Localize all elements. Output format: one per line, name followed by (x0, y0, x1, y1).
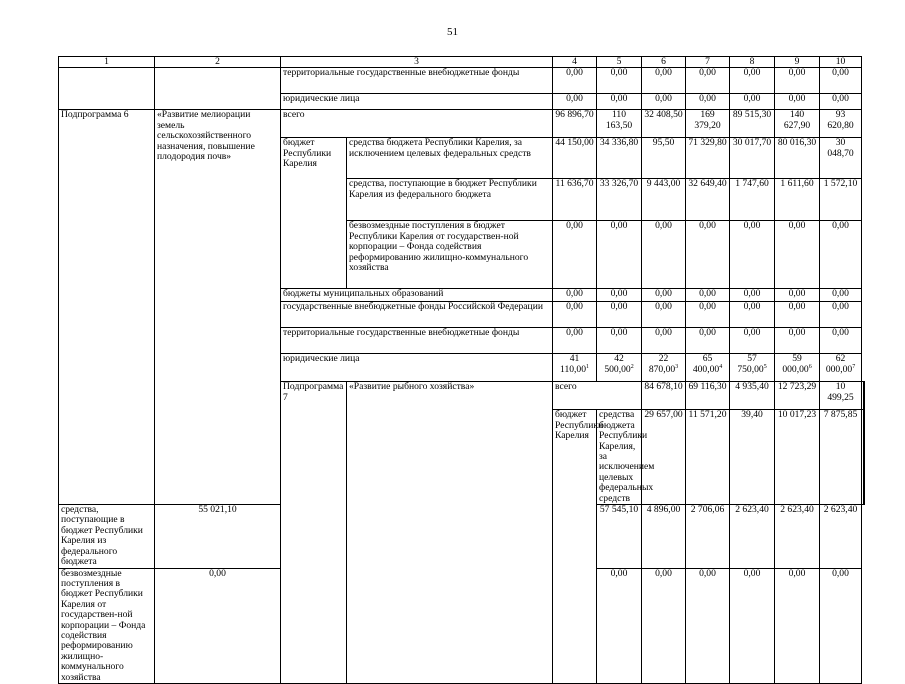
value-cell: 0,00 (686, 328, 730, 354)
value-cell: 0,00 (686, 289, 730, 302)
value-cell: 0,00 (155, 568, 281, 683)
value-cell: 0,00 (820, 289, 862, 302)
value-cell: 2 623,40 (730, 505, 775, 568)
value-cell: 2 623,40 (820, 505, 862, 568)
value-cell: 0,00 (775, 302, 820, 328)
value-cell: 0,00 (597, 302, 642, 328)
value-cell: 11 636,70 (553, 179, 597, 221)
value-cell: 34 336,80 (597, 138, 642, 179)
value-cell: 32 649,40 (686, 179, 730, 221)
column-number: 4 (553, 57, 597, 68)
value-cell: 0,00 (775, 289, 820, 302)
funding-source: юридические лица (281, 354, 553, 382)
funding-source: всего (553, 382, 642, 410)
budget-table (58, 56, 865, 684)
value-cell: 0,00 (597, 289, 642, 302)
program-cell: Подпрограмма 6 (59, 110, 155, 505)
value-text: 62 000,00 (825, 353, 853, 375)
value-cell: 69 116,30 (686, 382, 730, 410)
program-cell (59, 68, 155, 110)
value-cell: 4 935,40 (730, 382, 775, 410)
value-cell: 1 572,10 (820, 179, 862, 221)
column-number: 3 (281, 57, 553, 68)
value-cell: 0,00 (730, 94, 775, 110)
value-cell: 29 657,00 (642, 410, 686, 505)
value-cell: 169 379,20 (686, 110, 730, 138)
value-cell: 0,00 (730, 328, 775, 354)
value-cell: 84 678,10 (642, 382, 686, 410)
column-number: 1 (59, 57, 155, 68)
footnote-mark: 4 (719, 363, 723, 370)
column-number: 7 (686, 57, 730, 68)
column-number: 8 (730, 57, 775, 68)
value-cell: 0,00 (820, 221, 862, 289)
value-cell: 0,00 (553, 221, 597, 289)
value-cell: 0,00 (775, 328, 820, 354)
value-cell: 10 017,23 (775, 410, 820, 505)
value-cell: 0,00 (597, 221, 642, 289)
value-text: 41 110,00 (560, 353, 587, 375)
funding-source: всего (281, 110, 553, 138)
column-number: 6 (642, 57, 686, 68)
value-cell: 0,00 (820, 68, 862, 94)
value-cell: 0,00 (686, 302, 730, 328)
budget-group-cell: бюджет Республики Карелия (553, 410, 597, 684)
value-cell: 0,00 (730, 221, 775, 289)
value-cell: 0,00 (820, 94, 862, 110)
value-cell (863, 410, 865, 505)
value-cell (775, 354, 820, 382)
program-title-cell (155, 68, 281, 110)
value-cell: 71 329,80 (686, 138, 730, 179)
value-cell: 30 048,70 (820, 138, 862, 179)
column-number: 2 (155, 57, 281, 68)
value-cell: 0,00 (597, 68, 642, 94)
funding-source: безвозмездные поступления в бюджет Республики Карелия от государствен-ной корпорации – Фонда содействия реформированию жилищно-коммунального хозяйства (347, 221, 553, 289)
value-cell: 0,00 (553, 302, 597, 328)
value-cell: 0,00 (730, 302, 775, 328)
value-cell (863, 382, 865, 410)
funding-source: средства бюджета Республики Карелия, за исключением целевых федеральных средств (597, 410, 642, 505)
value-cell: 0,00 (820, 568, 862, 683)
value-cell: 0,00 (642, 94, 686, 110)
value-cell: 96 896,70 (553, 110, 597, 138)
value-cell: 0,00 (642, 568, 686, 683)
value-cell: 0,00 (597, 94, 642, 110)
value-cell: 0,00 (597, 328, 642, 354)
footnote-mark: 3 (675, 363, 679, 370)
header-row (59, 57, 865, 68)
program-title-cell: «Развитие мелиорации земель сельскохозяйственного назначения, повышение плодородия почв» (155, 110, 281, 505)
value-cell: 32 408,50 (642, 110, 686, 138)
value-cell: 0,00 (775, 94, 820, 110)
value-cell: 95,50 (642, 138, 686, 179)
value-cell: 30 017,70 (730, 138, 775, 179)
page-number: 51 (447, 26, 458, 38)
value-cell: 80 016,30 (775, 138, 820, 179)
value-cell: 0,00 (686, 68, 730, 94)
value-cell: 2 623,40 (775, 505, 820, 568)
value-cell: 0,00 (820, 302, 862, 328)
value-cell: 0,00 (642, 302, 686, 328)
value-text: 65 400,00 (692, 353, 720, 375)
value-cell: 7 875,85 (820, 410, 862, 505)
value-text: 59 000,00 (782, 353, 809, 375)
column-number: 5 (597, 57, 642, 68)
value-cell: 0,00 (553, 289, 597, 302)
footnote-mark: 6 (808, 363, 812, 370)
value-cell: 110 163,50 (597, 110, 642, 138)
value-cell (686, 354, 730, 382)
program-title-cell: «Развитие рыбного хозяйства» (347, 382, 553, 684)
value-cell: 0,00 (775, 568, 820, 683)
value-cell (642, 354, 686, 382)
value-cell (597, 354, 642, 382)
value-cell: 0,00 (642, 68, 686, 94)
value-cell: 0,00 (820, 328, 862, 354)
value-cell (820, 354, 862, 382)
funding-source: государственные внебюджетные фонды Российской Федерации (281, 302, 553, 328)
funding-source: юридические лица (281, 94, 553, 110)
value-cell: 0,00 (642, 289, 686, 302)
value-text: 57 750,00 (737, 353, 764, 375)
footnote-mark: 2 (630, 363, 634, 370)
value-cell: 39,40 (730, 410, 775, 505)
table-row (59, 110, 865, 138)
value-text: 42 500,00 (604, 353, 631, 375)
value-cell: 10 499,25 (820, 382, 862, 410)
footnote-mark: 5 (763, 363, 767, 370)
funding-source: территориальные государственные внебюджетные фонды (281, 328, 553, 354)
value-cell: 4 896,00 (642, 505, 686, 568)
value-cell: 9 443,00 (642, 179, 686, 221)
value-cell: 57 545,10 (597, 505, 642, 568)
table-row (59, 68, 865, 94)
value-cell: 0,00 (597, 568, 642, 683)
value-cell: 0,00 (730, 68, 775, 94)
value-cell: 140 627,90 (775, 110, 820, 138)
value-cell: 0,00 (686, 221, 730, 289)
value-cell: 0,00 (686, 568, 730, 683)
value-cell (553, 354, 597, 382)
value-cell: 44 150,00 (553, 138, 597, 179)
value-cell: 33 326,70 (597, 179, 642, 221)
value-cell: 0,00 (686, 94, 730, 110)
column-number: 10 (820, 57, 862, 68)
footnote-mark: 1 (586, 363, 590, 370)
funding-source: средства бюджета Республики Карелия, за исключением целевых федеральных средств (347, 138, 553, 179)
value-cell: 0,00 (730, 568, 775, 683)
funding-source: территориальные государственные внебюджетные фонды (281, 68, 553, 94)
value-cell: 11 571,20 (686, 410, 730, 505)
value-cell: 0,00 (553, 68, 597, 94)
value-cell (730, 354, 775, 382)
value-cell: 0,00 (775, 68, 820, 94)
funding-source: средства, поступающие в бюджет Республики Карелия из федерального бюджета (59, 505, 155, 568)
value-cell: 0,00 (642, 221, 686, 289)
value-cell: 0,00 (553, 94, 597, 110)
value-cell: 0,00 (730, 289, 775, 302)
funding-source: средства, поступающие в бюджет Республики Карелия из федерального бюджета (347, 179, 553, 221)
program-cell: Подпрограмма 7 (281, 382, 347, 684)
funding-source: бюджеты муниципальных образований (281, 289, 553, 302)
value-cell: 2 706,06 (686, 505, 730, 568)
value-cell: 12 723,29 (775, 382, 820, 410)
value-text: 22 870,00 (648, 353, 676, 375)
value-cell: 1 611,60 (775, 179, 820, 221)
value-cell: 1 747,60 (730, 179, 775, 221)
value-cell: 0,00 (642, 328, 686, 354)
budget-group-cell: бюджет Республики Карелия (281, 138, 347, 289)
value-cell: 0,00 (775, 221, 820, 289)
funding-source: безвозмездные поступления в бюджет Республики Карелия от государствен-ной корпорации – Фонда содействия реформированию жилищно-коммунального хозяйства (59, 568, 155, 683)
value-cell: 55 021,10 (155, 505, 281, 568)
footnote-mark: 7 (852, 363, 856, 370)
column-number: 9 (775, 57, 820, 68)
value-cell: 89 515,30 (730, 110, 775, 138)
value-cell: 93 620,80 (820, 110, 862, 138)
value-cell: 0,00 (553, 328, 597, 354)
